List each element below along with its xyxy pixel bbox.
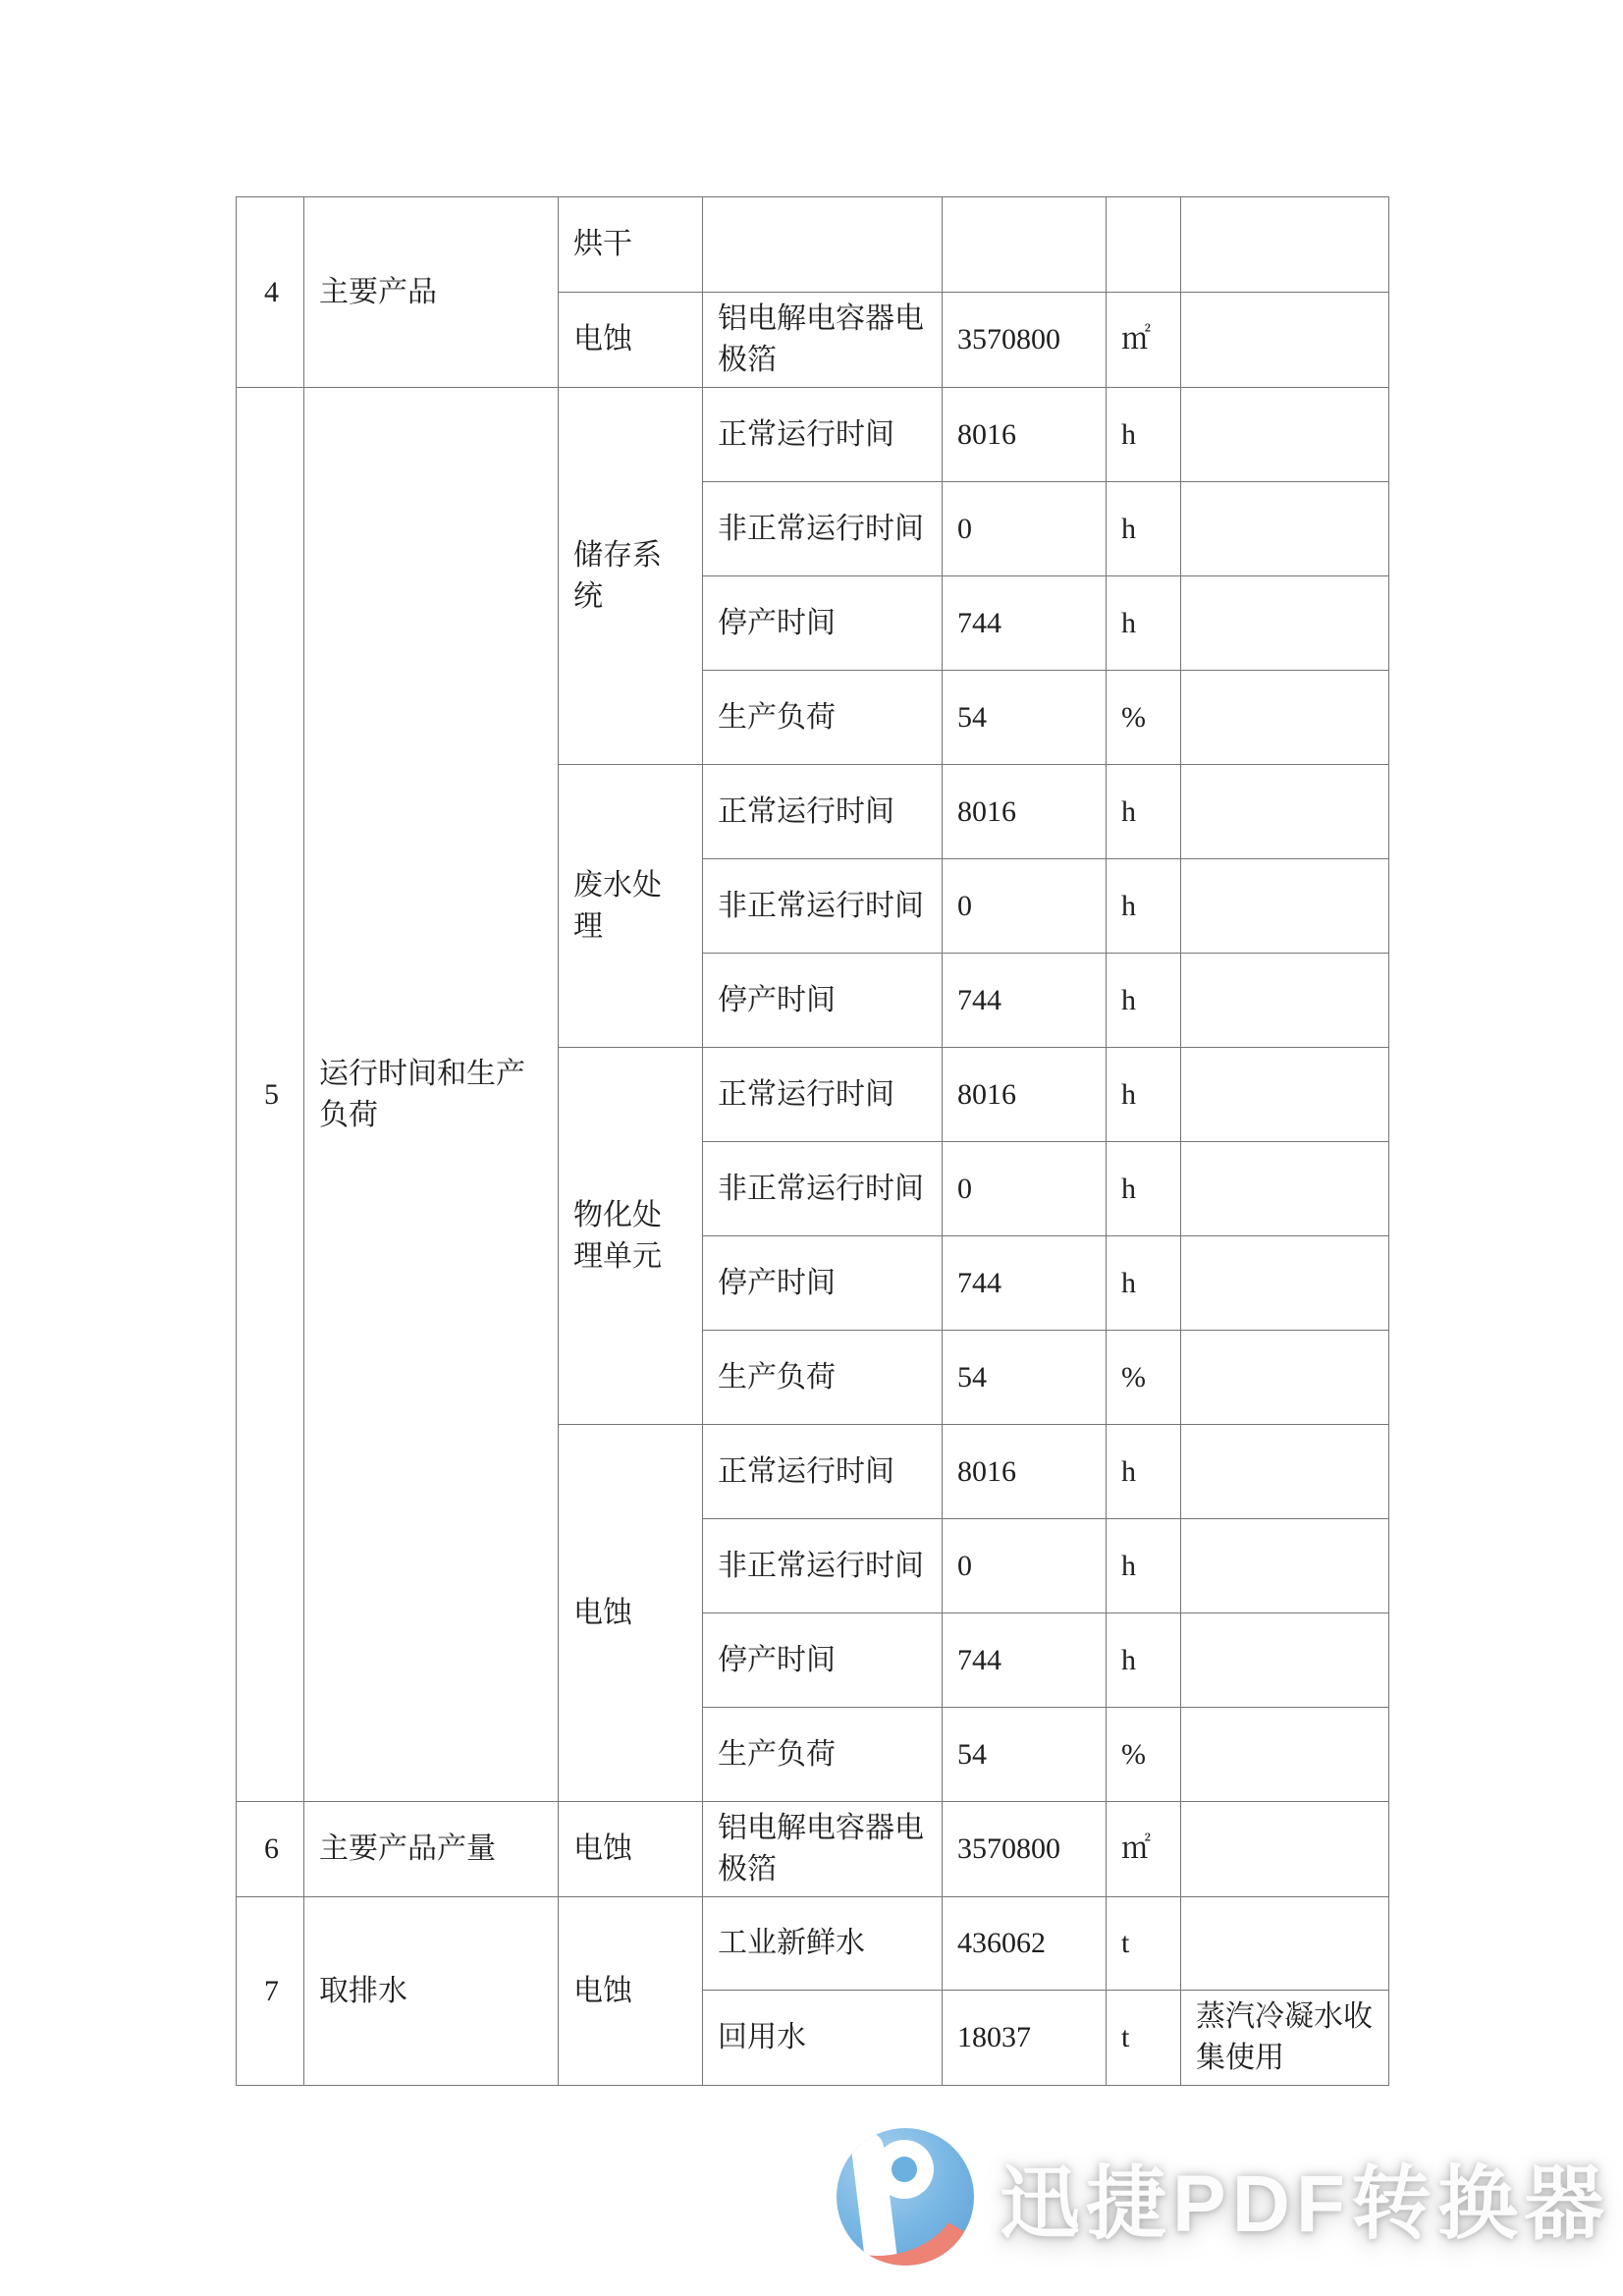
cell-process: 电蚀 bbox=[559, 293, 703, 388]
cell-value: 0 bbox=[943, 482, 1107, 576]
cell-remark bbox=[1181, 576, 1389, 671]
cell-unit: % bbox=[1107, 671, 1181, 765]
cell-value: 744 bbox=[943, 1236, 1107, 1331]
cell-item bbox=[703, 197, 943, 293]
cell-unit: h bbox=[1107, 388, 1181, 482]
cell-value: 54 bbox=[943, 671, 1107, 765]
cell-unit: ㎡ bbox=[1107, 293, 1181, 388]
cell-process: 废水处理 bbox=[559, 765, 703, 1048]
cell-remark bbox=[1181, 1897, 1389, 1991]
table-row bbox=[237, 1897, 1389, 1991]
cell-value: 8016 bbox=[943, 765, 1107, 859]
cell-item: 非正常运行时间 bbox=[703, 1142, 943, 1236]
cell-item: 生产负荷 bbox=[703, 1331, 943, 1425]
cell-remark bbox=[1181, 293, 1389, 388]
cell-item: 停产时间 bbox=[703, 576, 943, 671]
cell-item: 工业新鲜水 bbox=[703, 1897, 943, 1991]
cell-item: 铝电解电容器电极箔 bbox=[703, 1802, 943, 1897]
cell-unit: % bbox=[1107, 1331, 1181, 1425]
cell-value: 744 bbox=[943, 954, 1107, 1048]
cell-unit: h bbox=[1107, 576, 1181, 671]
cell-unit: ㎡ bbox=[1107, 1802, 1181, 1897]
cell-process: 电蚀 bbox=[559, 1897, 703, 2086]
logo-ring-hole bbox=[892, 2157, 917, 2182]
cell-remark bbox=[1181, 1613, 1389, 1708]
cell-item: 正常运行时间 bbox=[703, 1425, 943, 1519]
cell-value: 8016 bbox=[943, 388, 1107, 482]
cell-remark bbox=[1181, 388, 1389, 482]
cell-section-no: 6 bbox=[237, 1802, 304, 1897]
cell-remark bbox=[1181, 1048, 1389, 1142]
cell-value: 0 bbox=[943, 1519, 1107, 1613]
cell-item: 停产时间 bbox=[703, 1613, 943, 1708]
cell-remark bbox=[1181, 671, 1389, 765]
cell-category: 主要产品 bbox=[304, 197, 559, 388]
cell-unit: h bbox=[1107, 1142, 1181, 1236]
cell-value: 744 bbox=[943, 1613, 1107, 1708]
cell-remark bbox=[1181, 1708, 1389, 1802]
cell-unit: h bbox=[1107, 954, 1181, 1048]
cell-process: 电蚀 bbox=[559, 1802, 703, 1897]
cell-value: 744 bbox=[943, 576, 1107, 671]
pdf-converter-logo-icon bbox=[837, 2128, 974, 2266]
cell-unit: % bbox=[1107, 1708, 1181, 1802]
cell-value: 0 bbox=[943, 1142, 1107, 1236]
cell-unit: h bbox=[1107, 1048, 1181, 1142]
production-info-table bbox=[236, 196, 1389, 2086]
cell-value: 8016 bbox=[943, 1048, 1107, 1142]
watermark bbox=[837, 2125, 1610, 2269]
cell-item: 正常运行时间 bbox=[703, 388, 943, 482]
cell-item: 正常运行时间 bbox=[703, 1048, 943, 1142]
cell-value: 54 bbox=[943, 1331, 1107, 1425]
cell-remark bbox=[1181, 1142, 1389, 1236]
cell-value: 436062 bbox=[943, 1897, 1107, 1991]
cell-process: 电蚀 bbox=[559, 1425, 703, 1802]
cell-remark bbox=[1181, 1425, 1389, 1519]
cell-value: 3570800 bbox=[943, 1802, 1107, 1897]
cell-unit: t bbox=[1107, 1897, 1181, 1991]
cell-item: 停产时间 bbox=[703, 954, 943, 1048]
cell-section-no: 7 bbox=[237, 1897, 304, 2086]
cell-item: 非正常运行时间 bbox=[703, 482, 943, 576]
cell-item: 正常运行时间 bbox=[703, 765, 943, 859]
cell-remark bbox=[1181, 482, 1389, 576]
cell-unit bbox=[1107, 197, 1181, 293]
cell-unit: h bbox=[1107, 1519, 1181, 1613]
cell-category: 运行时间和生产负荷 bbox=[304, 388, 559, 1802]
cell-remark bbox=[1181, 1519, 1389, 1613]
cell-unit: h bbox=[1107, 1425, 1181, 1519]
cell-value: 18037 bbox=[943, 1991, 1107, 2086]
table-row bbox=[237, 388, 1389, 482]
cell-category: 主要产品产量 bbox=[304, 1802, 559, 1897]
cell-remark bbox=[1181, 197, 1389, 293]
cell-remark bbox=[1181, 1236, 1389, 1331]
cell-value: 0 bbox=[943, 859, 1107, 954]
cell-item: 回用水 bbox=[703, 1991, 943, 2086]
cell-unit: h bbox=[1107, 859, 1181, 954]
cell-unit: h bbox=[1107, 1613, 1181, 1708]
cell-item: 非正常运行时间 bbox=[703, 859, 943, 954]
cell-remark bbox=[1181, 765, 1389, 859]
cell-remark bbox=[1181, 1331, 1389, 1425]
cell-unit: t bbox=[1107, 1991, 1181, 2086]
cell-process: 烘干 bbox=[559, 197, 703, 293]
cell-remark bbox=[1181, 859, 1389, 954]
cell-category: 取排水 bbox=[304, 1897, 559, 2086]
cell-remark bbox=[1181, 954, 1389, 1048]
cell-value: 3570800 bbox=[943, 293, 1107, 388]
cell-item: 生产负荷 bbox=[703, 1708, 943, 1802]
table-row bbox=[237, 1802, 1389, 1897]
cell-value bbox=[943, 197, 1107, 293]
cell-process: 储存系统 bbox=[559, 388, 703, 765]
cell-item: 非正常运行时间 bbox=[703, 1519, 943, 1613]
cell-item: 铝电解电容器电极箔 bbox=[703, 293, 943, 388]
cell-value: 8016 bbox=[943, 1425, 1107, 1519]
cell-section-no: 4 bbox=[237, 197, 304, 388]
cell-unit: h bbox=[1107, 765, 1181, 859]
cell-remark: 蒸汽冷凝水收集使用 bbox=[1181, 1991, 1389, 2086]
cell-section-no: 5 bbox=[237, 388, 304, 1802]
watermark-text: 迅捷PDF转换器 bbox=[1000, 2159, 1611, 2249]
cell-remark bbox=[1181, 1802, 1389, 1897]
cell-unit: h bbox=[1107, 1236, 1181, 1331]
cell-item: 停产时间 bbox=[703, 1236, 943, 1331]
cell-unit: h bbox=[1107, 482, 1181, 576]
table-row bbox=[237, 197, 1389, 293]
cell-process: 物化处理单元 bbox=[559, 1048, 703, 1425]
cell-item: 生产负荷 bbox=[703, 671, 943, 765]
cell-value: 54 bbox=[943, 1708, 1107, 1802]
